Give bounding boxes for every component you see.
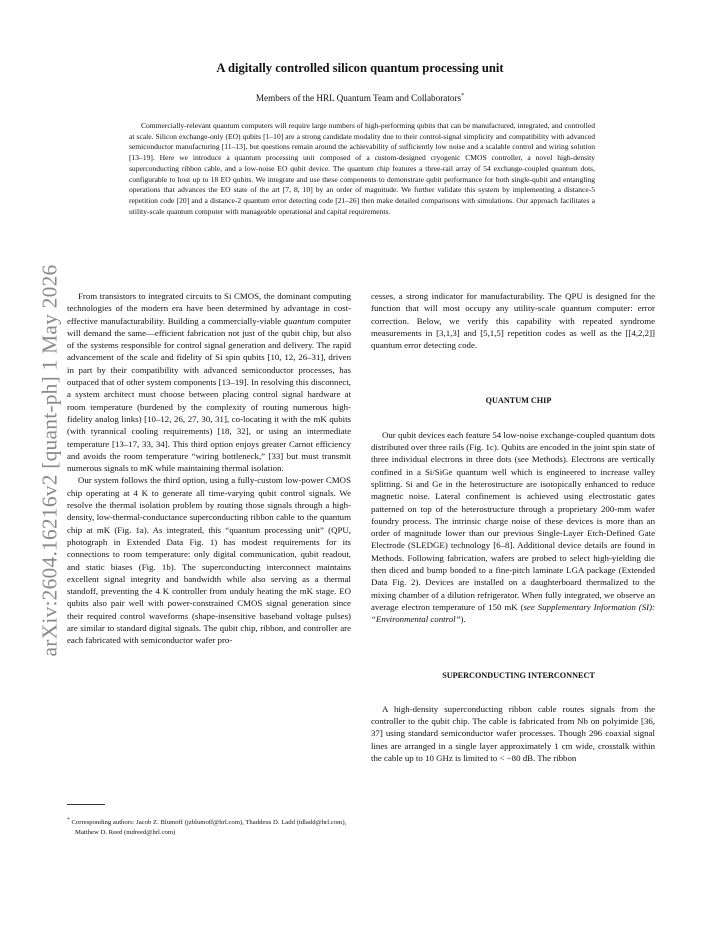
footnote-divider [67,804,105,805]
abstract: Commercially-relevant quantum computers will require large numbers of high-performing qubits that can be manufactured, integrated, and controlled at scale. Silicon exchange-only (EO) qubits [1–10] are a strong candidate modality due to their control-signal simplicity and compatibility with advanced semiconductor manufacturing [11–13], but questions remain around the achievability of sufficiently low noise and a scalable control and wiring solution [13–19]. Here we introduce a quantum processing unit composed of a custom-designed cryogenic CMOS controller, a novel high-density superconducting ribbon cable, and a low-noise EO qubit device. The quantum chip features a three-rail array of 54 exchange-coupled quantum dots, configurable to host up to 18 EO qubits. We integrate and use these components to demonstrate qubit performance for both single-qubit and entangling operations that advances the EO state of the art [7, 8, 10] by an order of magnitude. We further validate this system by implementing a distance-5 repetition code [20] and a distance-2 quantum error detecting code [21–26] then make detailed comparisons with simulations. Our approach facilitates a utility-scale quantum computer with manageable operational and capital requirements. [129,121,595,216]
author-names: Members of the HRL Quantum Team and Collaborators [255,93,462,104]
chip-text-b: ). [460,614,466,625]
footnote-mark: * [67,817,70,823]
right-column [371,290,655,764]
chip-text-a: Our qubit devices each feature 54 low-noise exchange-coupled quantum dots distributed over three rails (Fig. 1c). Qubits are encoded in the joint spin state of three individual electrons in three dots (see Methods). Electrons are vertically confined in a Si/SiGe quantum well which is engineered to increase valley splitting. Si and Ge in the heterostructure are isotopically enhanced to reduce magnetic noise. Lateral confinement is achieved using electrostatic gates patterned on top of the heterostructure through a proprietary 200-mm wafer foundry process. The intrinsic charge noise of these devices is more than an order of magnitude lower than our previous Single-Layer Etch-Defined Gate Electrode (SLEDGE) technology [6–8]. Additional device details are found in Methods. Following fabrication, wafers are probed to select high-yielding die then diced and bump bonded to a fine-pitch laminate LGA package (Extended Data Fig. 2). Devices are installed on a daughterboard thermalized to the mixing chamber of a dilution refrigerator. When fully integrated, we observe an average electron temperature of 150 mK ( [371,429,655,612]
author-footnote-mark: * [461,93,465,99]
intro-p1-text-a: From transistors to integrated circuits to Si CMOS, the dominant computing technologies of the modern era have been determined by advantage in cost-effective manufacturability. Building a commercially-viable [67,291,351,326]
arxiv-identifier-text: arXiv:2604.16216v2 [quant-ph] 1 May 2026 [37,264,62,656]
footnote-text: Corresponding authors: Jacob Z. Blumoff (jzblumoff@hrl.com), Thaddeus D. Ladd (tdladd@hrl.com), Matthew D. Reed (mdreed@hrl.com) [71,819,347,836]
intro-paragraph-1 [67,290,351,474]
section-heading-quantum-chip: QUANTUM CHIP [485,396,552,406]
paper-title: A digitally controlled silicon quantum processing unit [216,61,504,75]
interconnect-paragraph: A high-density superconducting ribbon cable routes signals from the controller to the qubit chip. The cable is fabricated from Nb on polyimide [36, 37] using standard semiconductor wafer processes. Though 296 coaxial signal lines are arranged in a single layer approximately 1 cm wide, crosstalk within the cable up to 10 GHz is limited to < −80 dB. The ribbon [371,703,655,764]
intro-paragraph-2: Our system follows the third option, using a fully-custom low-power CMOS chip operating at 4 K to generate all time-varying qubit control signals. We resolve the thermal isolation problem by routing those signals through a high-density, low-thermal-conductance superconducting ribbon cable to the quantum chip at mK (Fig. 1a). As integrated, this “quantum processing unit” (QPU, photograph in Extended Data Fig. 1) has modest requirements for its connections to room temperature: only digital communication, qubit readout, and static biases (Fig. 1b). The superconducting interconnect maintains excellent signal integrity and bandwidth while also serving as a thermal standoff, preventing the 4 K controller from unduly heating the mK stage. EO qubits also pair well with power-constrained CMOS signal generation since their required control waveforms (shape-insensitive baseband voltage pulses) are similar to standard digital signals. The qubit chip, ribbon, and controller are each fabricated with semiconductor wafer pro- [67,475,351,646]
chip-text-emphasis: see Supplementary Information (SI): “Environmental control” [371,601,655,625]
intro-paragraph-continuation: cesses, a strong indicator for manufacturability. The QPU is designed for the function that will most occupy any utility-scale quantum computer: error correction. Below, we verify this capability with repeated syndrome measurements in [3,1,3] and [5,1,5] repetition codes as well as the [[4,2,2]] quantum error detecting code. [371,291,655,351]
arxiv-identifier-stamp [30,200,70,720]
quantum-chip-paragraph [371,429,655,626]
intro-p1-text-b: computer will demand the same—efficient fabrication not just of the qubit chip, but also of the systems responsible for control signal generation and delivery. The rapid advancement of the scale and fidelity of Si spin qubits [10, 12, 26–31], driven in part by their compatibility with advanced semiconductor processes, has outpaced that of other system components [13–19]. In resolving this disconnect, a system architect must choose between placing control signal hardware at room temperature (burdened by the complexity of routing numerous high-fidelity analog links) [10–12, 26, 27, 30, 31], co-locating it with the mK qubits (with tyrannical cooling requirements) [18, 32], or using an intermediate temperature [13–17, 33, 34]. This third option enjoys greater Carnot efficiency and avoids the room temperature “wiring bottleneck,” [33] but must transmit numerous signals to mK while maintaining thermal isolation. [67,315,351,474]
section-heading-superconducting-interconnect: SUPERCONDUCTING INTERCONNECT [442,670,595,680]
footnote [67,816,351,837]
author-line [0,93,720,103]
intro-p1-emphasis: quantum [283,315,315,326]
left-column [67,290,351,647]
footnote-body [67,816,351,837]
